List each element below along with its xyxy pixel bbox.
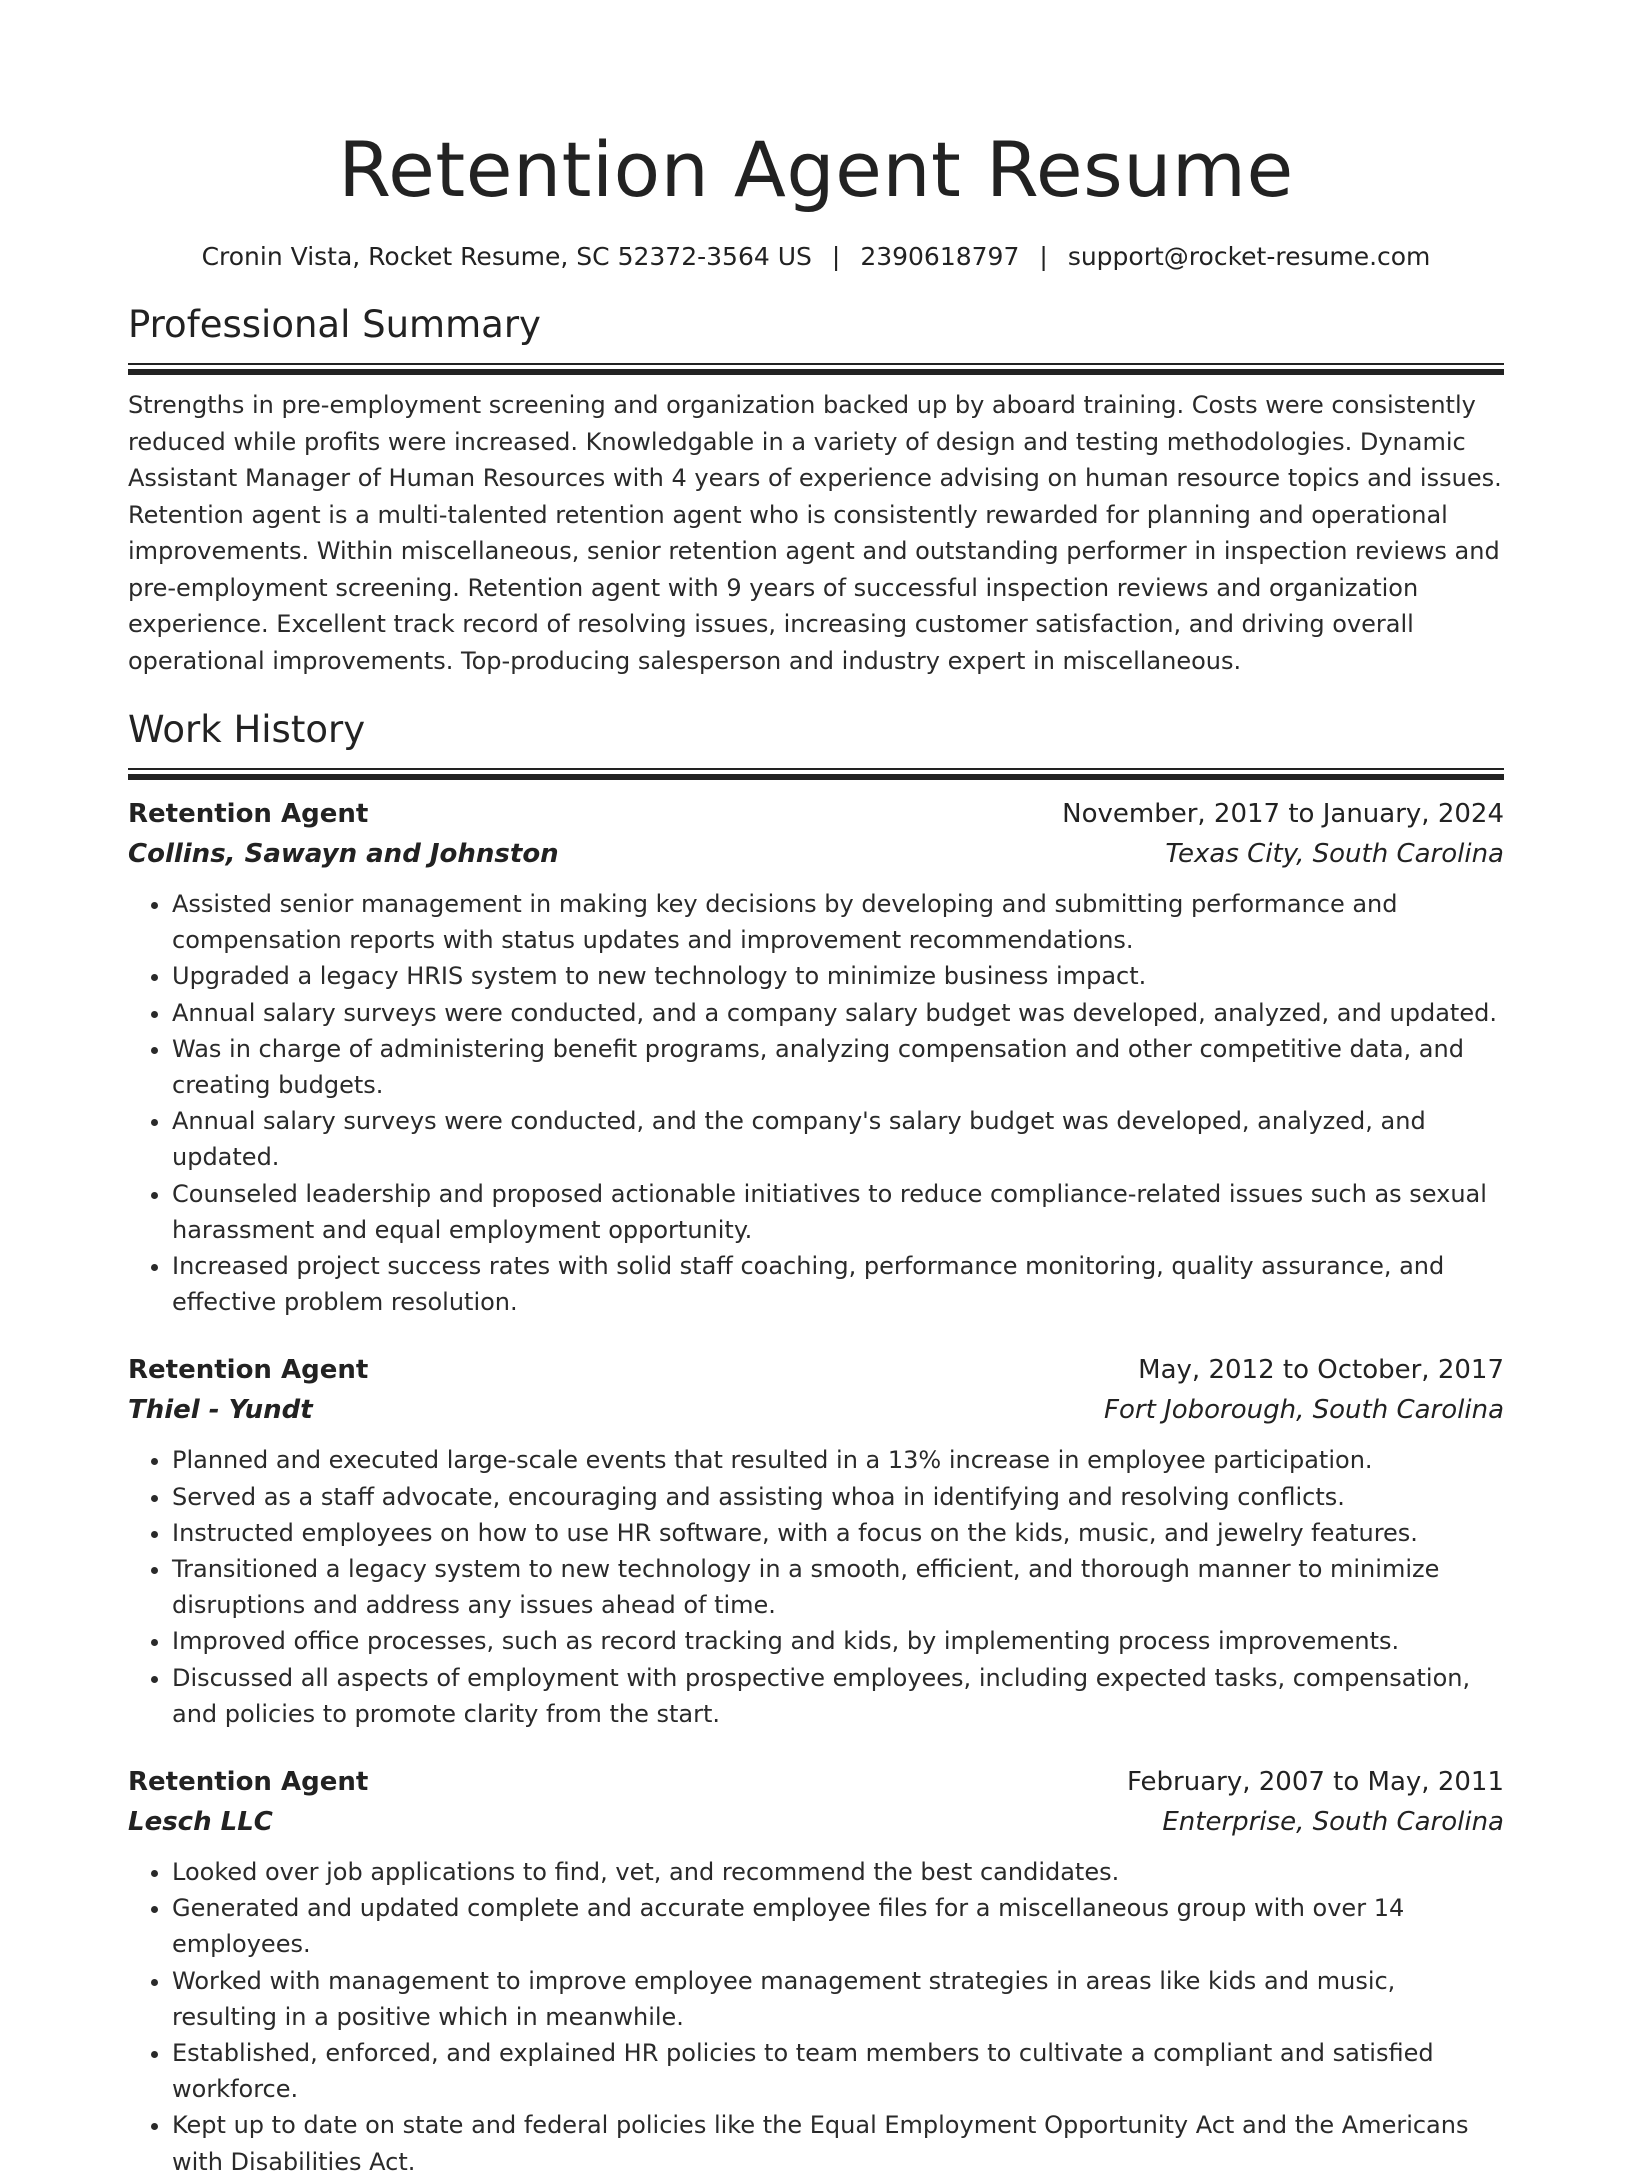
job-bullet: • Planned and executed large-scale events that resulted in a 13% increase in employee participation. [172,1442,1504,1478]
job-bullets [128,1442,1504,1732]
job-bullets [128,886,1504,1320]
job-company: Collins, Sawayn and Johnston [128,839,559,869]
job-company: Lesch LLC [128,1807,273,1838]
job-bullet: • Annual salary surveys were conducted, and a company salary budget was developed, analyzed, and updated. [172,995,1504,1031]
job-subheader [128,834,1504,874]
job-company: Thiel - Yundt [128,1395,313,1426]
work-history-heading: Work History [128,708,366,751]
summary-text: Strengths in pre-employment screening and organization backed up by aboard training. Costs were consistently reduced while profits were increased. Knowledgable in a variety of design and testing methodologies. Dynamic Assistant Manager of Human Resources with 4 years of experience advising on human resource topics and issues. Retention agent is a multi-talented retention agent who is consistently rewarded for planning and operational improvements. Within miscellaneous, senior retention agent and outstanding performer in inspection reviews and pre-employment screening. Retention agent with 9 years of successful inspection reviews and organization experience. Excellent track record of resolving issues, increasing customer satisfaction, and driving overall operational improvements. Top-producing salesperson and industry expert in miscellaneous. [128,391,1502,675]
job-bullet: • Discussed all aspects of employment with prospective employees, including expected tasks, compensation, and policies to promote clarity from the start. [172,1660,1504,1732]
job-bullet: • Served as a staff advocate, encouraging and assisting whoa in identifying and resolving conflicts. [172,1479,1504,1515]
job-bullet: • Kept up to date on state and federal policies like the Equal Employment Opportunity Act and the Americans with Disabilities Act. [172,2107,1504,2179]
contact-address: Cronin Vista, Rocket Resume, SC 52372-3564 US [201,242,812,271]
contact-line [128,240,1504,274]
work-history-section [128,705,1504,2180]
section-divider [128,363,1504,375]
contact-phone: 2390618797 [860,242,1020,271]
job-bullet: • Instructed employees on how to use HR software, with a focus on the kids, music, and jewelry features. [172,1515,1504,1551]
job-location: Enterprise, South Carolina [1162,1807,1504,1838]
contact-separator: | [1039,242,1048,271]
job-bullets [128,1854,1504,2180]
job-bullet: • Transitioned a legacy system to new technology in a smooth, efficient, and thorough manner to minimize disruptions and address any issues ahead of time. [172,1551,1504,1623]
job-dates: May, 2012 to October, 2017 [1138,1355,1504,1386]
job-bullet: • Established, enforced, and explained HR policies to team members to cultivate a compliant and satisfied workforce. [172,2035,1504,2107]
job-bullet: • Improved office processes, such as record tracking and kids, by implementing process improvements. [172,1623,1504,1659]
resume-page [128,0,1504,2180]
job-title: Retention Agent [128,1355,369,1386]
job-bullet: • Assisted senior management in making key decisions by developing and submitting performance and compensation reports with status updates and improvement recommendations. [172,886,1504,958]
job-bullet: • Annual salary surveys were conducted, and the company's salary budget was developed, analyzed, and updated. [172,1103,1504,1175]
job-title: Retention Agent [128,1767,369,1798]
summary-heading: Professional Summary [128,303,541,346]
contact-email: support@rocket-resume.com [1067,242,1431,271]
job-title: Retention Agent [128,799,369,829]
job-location: Texas City, South Carolina [1165,839,1504,869]
job-header [128,1762,1504,1802]
job-bullet: • Counseled leadership and proposed actionable initiatives to reduce compliance-related issues such as sexual harassment and equal employment opportunity. [172,1176,1504,1248]
job-bullet: • Upgraded a legacy HRIS system to new technology to minimize business impact. [172,958,1504,994]
job-bullet: • Increased project success rates with solid staff coaching, performance monitoring, quality assurance, and effective problem resolution. [172,1248,1504,1320]
section-divider [128,768,1504,780]
job-subheader [128,1390,1504,1430]
job-entry [128,794,1504,1320]
job-entry [128,1762,1504,2180]
summary-section [128,300,1504,679]
job-bullet: • Generated and updated complete and accurate employee files for a miscellaneous group with over 14 employees. [172,1890,1504,1962]
job-bullet: • Worked with management to improve employee management strategies in areas like kids and music, resulting in a positive which in meanwhile. [172,1963,1504,2035]
job-bullet: • Was in charge of administering benefit programs, analyzing compensation and other competitive data, and creating budgets. [172,1031,1504,1103]
contact-separator: | [831,242,841,271]
job-header [128,1350,1504,1390]
job-header [128,794,1504,834]
job-location: Fort Joborough, South Carolina [1104,1395,1504,1426]
job-bullet: • Looked over job applications to find, vet, and recommend the best candidates. [172,1854,1504,1890]
resume-title: Retention Agent Resume [338,125,1294,214]
job-subheader [128,1802,1504,1842]
job-dates: February, 2007 to May, 2011 [1127,1767,1504,1798]
job-dates: November, 2017 to January, 2024 [1062,799,1504,829]
job-entry [128,1350,1504,1732]
